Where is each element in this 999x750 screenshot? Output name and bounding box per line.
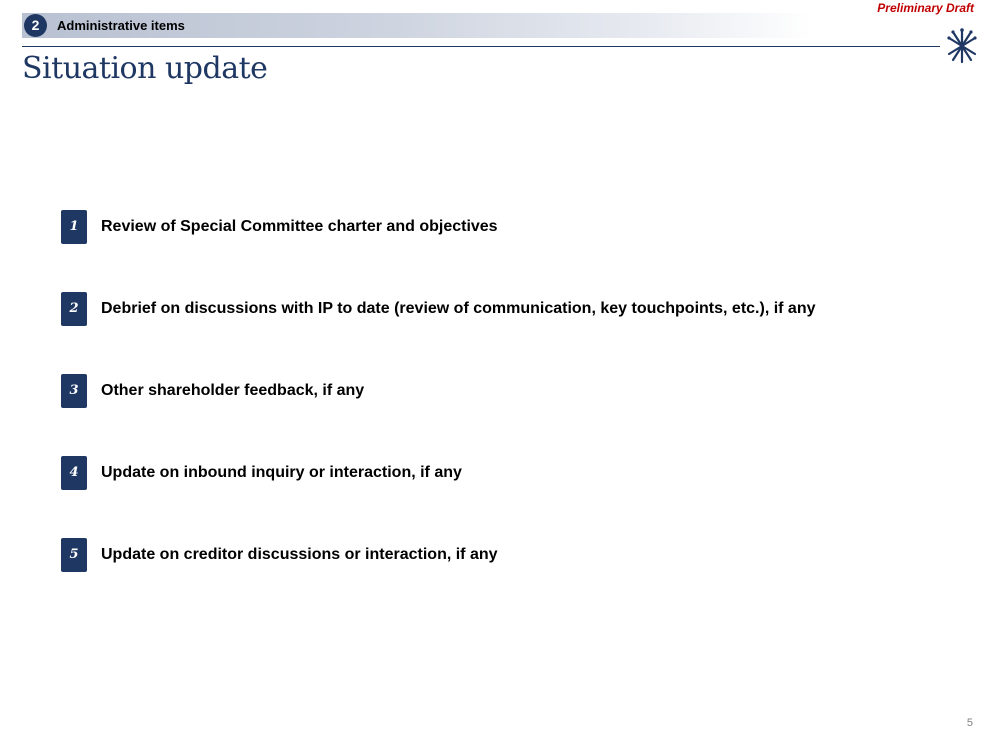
item-number-badge: 2 (61, 292, 87, 326)
header-divider (22, 46, 940, 47)
section-number-badge: 2 (24, 14, 47, 37)
item-number-badge: 4 (61, 456, 87, 490)
item-text: Debrief on discussions with IP to date (review of communication, key touchpoints, etc.), if any (101, 300, 816, 317)
page-number: 5 (966, 717, 973, 729)
draft-label: Preliminary Draft (877, 1, 974, 15)
item-number-badge: 1 (61, 210, 87, 244)
page-title: Situation update (22, 51, 268, 86)
item-text: Review of Special Committee charter and objectives (101, 218, 498, 235)
starburst-logo-icon (944, 26, 980, 66)
item-number-badge: 3 (61, 374, 87, 408)
agenda-item (61, 538, 921, 572)
section-label: Administrative items (57, 18, 185, 33)
item-text: Update on creditor discussions or interaction, if any (101, 546, 498, 563)
agenda-item (61, 210, 921, 244)
agenda-item (61, 374, 921, 408)
item-text: Other shareholder feedback, if any (101, 382, 365, 399)
agenda-item (61, 456, 921, 490)
item-text: Update on inbound inquiry or interaction, if any (101, 464, 462, 481)
agenda-item (61, 292, 921, 326)
item-number-badge: 5 (61, 538, 87, 572)
